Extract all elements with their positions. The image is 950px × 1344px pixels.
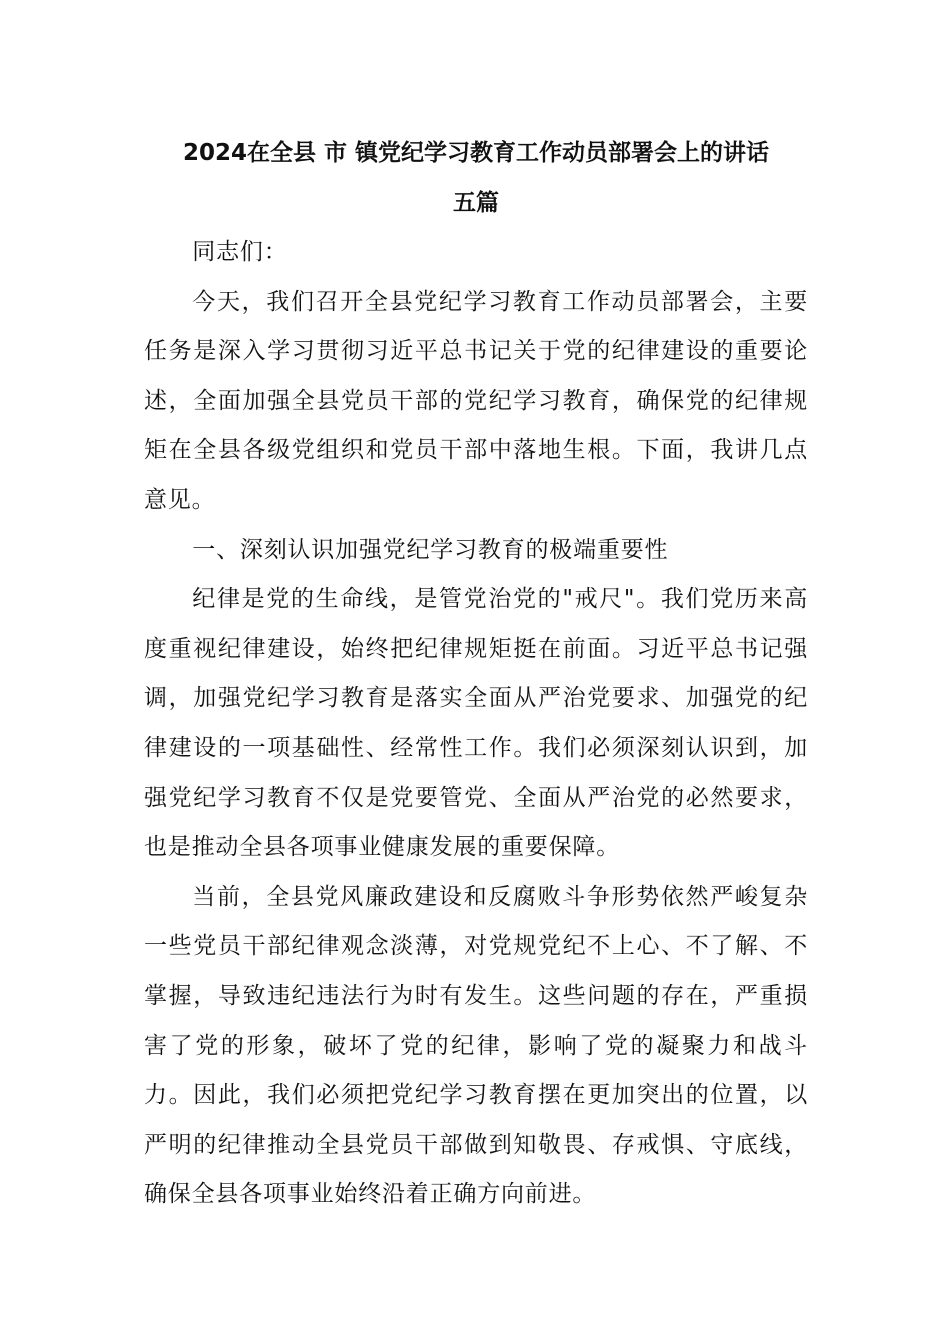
title-line-2: 五篇 [453, 190, 499, 216]
paragraph-intro: 今天，我们召开全县党纪学习教育工作动员部署会，主要任务是深入学习贯彻习近平总书记关于党的纪律建设的重要论述，全面加强全县党员干部的党纪学习教育，确保党的纪律规矩在全县各级党组织和党员干部中落地生根。下面，我讲几点意见。 [144, 288, 808, 513]
paragraph-current-situation: 当前，全县党风廉政建设和反腐败斗争形势依然严峻复杂一些党员干部纪律观念淡薄，对党规党纪不上心、不了解、不掌握，导致违纪违法行为时有发生。这些问题的存在，严重损害了党的形象，破坏了党的纪律，影响了党的凝聚力和战斗力。因此，我们必须把党纪学习教育摆在更加突出的位置，以严明的纪律推动全县党员干部做到知敬畏、存戒惧、守底线，确保全县各项事业始终沿着正确方向前进。 [144, 883, 808, 1208]
paragraph-discipline: 纪律是党的生命线，是管党治党的"戒尺"。我们党历来高度重视纪律建设，始终把纪律规矩挺在前面。习近平总书记强调，加强党纪学习教育是落实全面从严治党要求、加强党的纪律建设的一项基础性、经常性工作。我们必须深刻认识到，加强党纪学习教育不仅是党要管党、全面从严治党的必然要求，也是推动全县各项事业健康发展的重要保障。 [144, 586, 808, 861]
title-line-1: 2024在全县 市 镇党纪学习教育工作动员部署会上的讲话 [182, 140, 770, 166]
document-body [144, 128, 808, 1220]
document-title [144, 128, 808, 228]
salutation: 同志们： [192, 239, 288, 265]
section-heading-1: 一、深刻认识加强党纪学习教育的极端重要性 [192, 536, 669, 563]
